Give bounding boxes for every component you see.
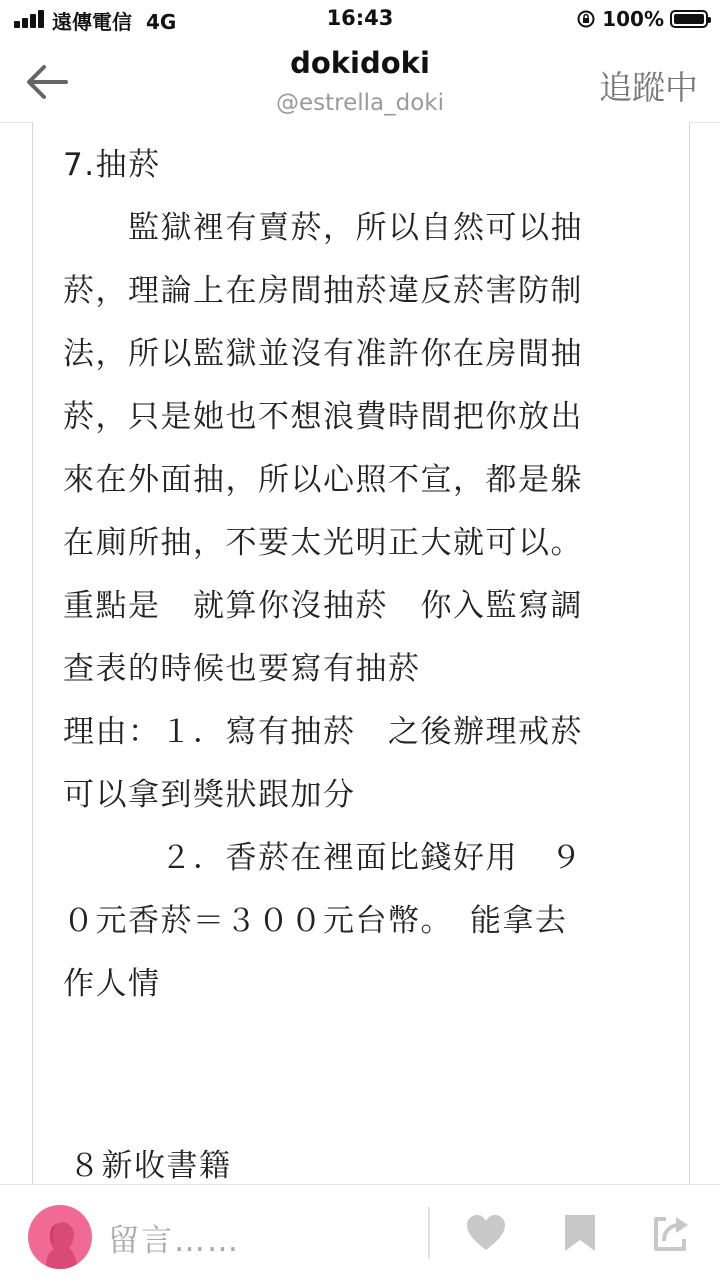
battery-icon xyxy=(670,10,708,28)
follow-button[interactable]: 追蹤中 xyxy=(599,68,698,107)
post-line: 來在外面抽，所以心照不宣，都是躲 xyxy=(63,462,583,498)
status-bar xyxy=(0,0,720,40)
post-line: ２．香菸在裡面比錢好用 ９ xyxy=(63,840,583,876)
avatar[interactable] xyxy=(28,1205,92,1269)
post-line: 可以拿到獎狀跟加分 xyxy=(63,777,356,813)
bottom-bar xyxy=(0,1184,720,1281)
battery-area xyxy=(576,7,708,31)
divider xyxy=(428,1207,430,1259)
profile-handle[interactable]: @estrella_doki xyxy=(275,90,444,116)
post-line: 法，所以監獄並沒有准許你在房間抽 xyxy=(63,336,583,372)
post-body xyxy=(63,134,653,1016)
post-content xyxy=(32,122,690,1184)
post-line: 理由：１．寫有抽菸 之後辦理戒菸 xyxy=(63,714,583,750)
profile-title: dokidoki xyxy=(290,46,430,80)
battery-percent: 100% xyxy=(602,7,664,31)
share-icon[interactable] xyxy=(650,1213,692,1253)
post-line: ０元香菸＝３００元台幣。 能拿去 xyxy=(63,903,568,939)
rotation-lock-icon xyxy=(576,9,596,29)
post-line: 7.抽菸 xyxy=(63,147,161,183)
nav-bar xyxy=(0,40,720,123)
heart-icon[interactable] xyxy=(465,1213,507,1253)
bookmark-icon[interactable] xyxy=(559,1213,601,1253)
post-line: 在廁所抽，不要太光明正大就可以。 xyxy=(63,525,583,561)
post-line: 作人情 xyxy=(63,966,161,1002)
comment-input[interactable]: 留言…… xyxy=(108,1223,240,1259)
post-line: 監獄裡有賣菸，所以自然可以抽 xyxy=(63,210,583,246)
post-line: 菸，理論上在房間抽菸違反菸害防制 xyxy=(63,273,583,309)
section-heading: ８新收書籍 xyxy=(69,1148,232,1184)
post-line: 重點是 就算你沒抽菸 你入監寫調 xyxy=(63,588,583,624)
carrier-label: 遠傳電信 4G xyxy=(52,10,177,34)
clock: 16:43 xyxy=(326,6,394,30)
post-line: 查表的時候也要寫有抽菸 xyxy=(63,651,421,687)
post-line: 菸，只是她也不想浪費時間把你放出 xyxy=(63,399,583,435)
network-label: 4G xyxy=(145,10,177,34)
avatar-silhouette-icon xyxy=(28,1205,92,1269)
